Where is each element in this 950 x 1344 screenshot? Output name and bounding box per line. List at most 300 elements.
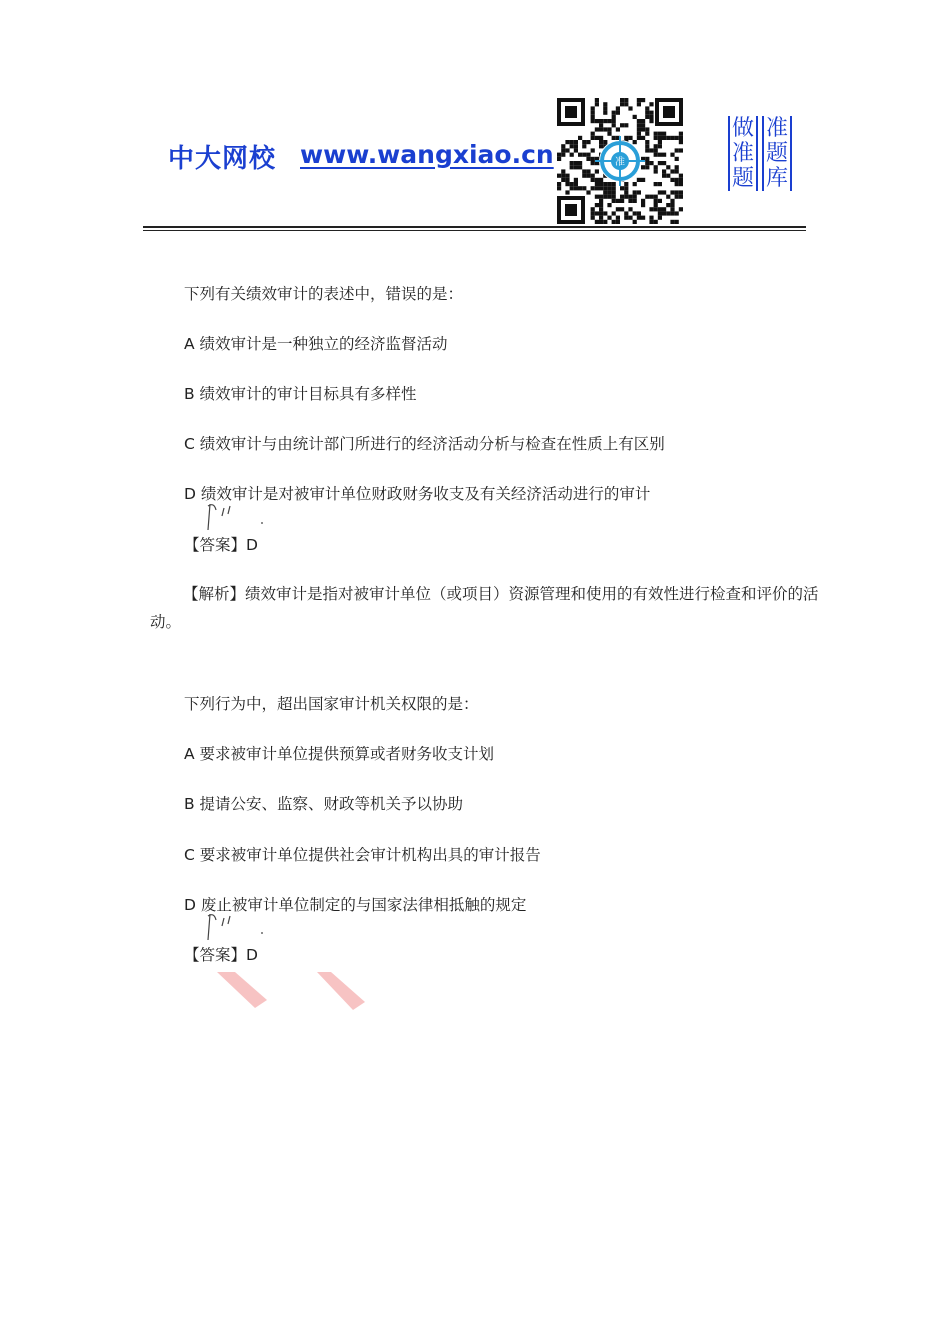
- qr-module: [641, 199, 645, 203]
- qr-module: [666, 165, 670, 169]
- qr-module: [607, 186, 611, 190]
- svg-text:准: 准: [615, 157, 625, 168]
- qr-module: [591, 174, 595, 178]
- qr-module: [599, 216, 603, 220]
- qr-module: [675, 169, 679, 173]
- qr-module: [649, 119, 653, 123]
- slogan-char: 做: [731, 116, 754, 141]
- answer-label: 【答案】D: [184, 946, 258, 964]
- qr-module: [591, 216, 595, 220]
- qr-module: [607, 119, 611, 123]
- qr-module: [599, 127, 603, 131]
- qr-module: [570, 186, 574, 190]
- qr-module: [578, 136, 582, 140]
- slogan-column-1: [728, 116, 758, 191]
- qr-module: [637, 119, 641, 123]
- qr-module: [595, 220, 599, 224]
- qr-module: [557, 174, 561, 178]
- qr-module: [591, 148, 595, 152]
- qr-module: [637, 132, 641, 136]
- qr-module: [570, 161, 574, 165]
- qr-module: [645, 127, 649, 131]
- qr-module: [561, 148, 565, 152]
- qr-module: [591, 161, 595, 165]
- qr-module: [628, 216, 632, 220]
- qr-module: [649, 115, 653, 119]
- qr-module: [624, 136, 628, 140]
- qr-module: [641, 123, 645, 127]
- qr-module: [595, 195, 599, 199]
- qr-module: [637, 123, 641, 127]
- qr-module: [679, 207, 683, 211]
- qr-module: [649, 111, 653, 115]
- qr-module: [620, 123, 624, 127]
- pen-scribble-icon: [200, 500, 270, 534]
- qr-module: [599, 186, 603, 190]
- qr-module: [675, 220, 679, 224]
- qr-module: [658, 211, 662, 215]
- header-divider-thin: [143, 230, 806, 231]
- qr-module: [641, 136, 645, 140]
- qr-module: [591, 132, 595, 136]
- question-stem: 下列行为中，超出国家审计机关权限的是：: [184, 695, 479, 713]
- qr-module: [624, 211, 628, 215]
- qr-module: [641, 203, 645, 207]
- qr-module: [582, 140, 586, 144]
- qr-module: [641, 178, 645, 182]
- qr-module: [654, 207, 658, 211]
- qr-module: [612, 136, 616, 140]
- qr-module: [620, 186, 624, 190]
- qr-module: [637, 127, 641, 131]
- qr-module: [570, 144, 574, 148]
- qr-module: [603, 140, 607, 144]
- question-stem: 下列有关绩效审计的表述中，错误的是：: [184, 285, 464, 303]
- qr-module: [612, 199, 616, 203]
- qr-module: [591, 178, 595, 182]
- qr-module: [561, 174, 565, 178]
- qr-module: [675, 195, 679, 199]
- qr-module: [679, 195, 683, 199]
- qr-module: [574, 140, 578, 144]
- qr-module: [624, 123, 628, 127]
- qr-module: [578, 186, 582, 190]
- qr-module: [649, 207, 653, 211]
- qr-module: [586, 153, 590, 157]
- qr-module: [645, 115, 649, 119]
- qr-module: [654, 169, 658, 173]
- qr-module: [670, 190, 674, 194]
- qr-module: [578, 153, 582, 157]
- qr-module: [591, 157, 595, 161]
- qr-module: [649, 220, 653, 224]
- qr-module: [612, 182, 616, 186]
- qr-module: [616, 127, 620, 131]
- qr-module: [595, 102, 599, 106]
- qr-module: [591, 106, 595, 110]
- qr-module: [607, 182, 611, 186]
- qr-module: [633, 195, 637, 199]
- qr-module: [616, 111, 620, 115]
- qr-module: [565, 148, 569, 152]
- qr-module: [574, 186, 578, 190]
- qr-module: [603, 102, 607, 106]
- qr-module: [654, 148, 658, 152]
- qr-module: [599, 136, 603, 140]
- qr-module: [649, 148, 653, 152]
- qr-module: [616, 199, 620, 203]
- qr-module: [561, 144, 565, 148]
- qr-module: [561, 153, 565, 157]
- qr-module: [662, 153, 666, 157]
- qr-module: [565, 174, 569, 178]
- qr-module: [599, 123, 603, 127]
- qr-module: [582, 174, 586, 178]
- qr-module: [675, 165, 679, 169]
- qr-module: [603, 195, 607, 199]
- answer-label: 【答案】D: [184, 536, 258, 554]
- brand-name: 中大网校: [168, 144, 277, 174]
- slogan-column-2: [762, 116, 792, 191]
- qr-module: [557, 153, 561, 157]
- qr-module: [637, 98, 641, 102]
- qr-module: [561, 178, 565, 182]
- qr-module: [662, 169, 666, 173]
- qr-module: [666, 211, 670, 215]
- qr-module: [679, 148, 683, 152]
- slogan-char: 准: [765, 116, 788, 141]
- qr-module: [586, 157, 590, 161]
- qr-module: [637, 136, 641, 140]
- qr-module: [586, 169, 590, 173]
- qr-module: [662, 136, 666, 140]
- qr-module: [603, 186, 607, 190]
- slogan-char: 准: [731, 141, 754, 166]
- qr-module: [591, 136, 595, 140]
- qr-module: [658, 207, 662, 211]
- qr-module: [578, 161, 582, 165]
- qr-module: [624, 102, 628, 106]
- qr-module: [607, 190, 611, 194]
- qr-module: [654, 144, 658, 148]
- qr-module: [603, 127, 607, 131]
- qr-module: [670, 178, 674, 182]
- qr-module: [658, 153, 662, 157]
- qr-module: [624, 190, 628, 194]
- qr-module: [570, 182, 574, 186]
- qr-module: [603, 220, 607, 224]
- qr-module: [633, 211, 637, 215]
- qr-module: [565, 178, 569, 182]
- qr-module: [591, 211, 595, 215]
- qr-module: [662, 211, 666, 215]
- qr-module: [637, 178, 641, 182]
- qr-module: [612, 119, 616, 123]
- qr-module: [654, 132, 658, 136]
- qr-module: [607, 127, 611, 131]
- qr-module: [637, 216, 641, 220]
- qr-module: [595, 127, 599, 131]
- qr-module: [570, 153, 574, 157]
- qr-module: [599, 178, 603, 182]
- qr-module: [603, 119, 607, 123]
- qr-module: [565, 190, 569, 194]
- pen-scribble-icon: [200, 910, 270, 944]
- qr-module: [666, 174, 670, 178]
- qr-module: [603, 211, 607, 215]
- qr-module: [624, 216, 628, 220]
- qr-module: [599, 199, 603, 203]
- qr-module: [679, 136, 683, 140]
- qr-module: [679, 140, 683, 144]
- qr-module: [658, 216, 662, 220]
- qr-module: [582, 153, 586, 157]
- qr-module: [645, 111, 649, 115]
- qr-module: [666, 136, 670, 140]
- qr-module: [591, 111, 595, 115]
- option-c: C 绩效审计与由统计部门所进行的经济活动分析与检查在性质上有区别: [184, 435, 665, 453]
- qr-module: [670, 136, 674, 140]
- slogan-char: 库: [765, 166, 788, 191]
- qr-module: [649, 102, 653, 106]
- qr-module: [620, 98, 624, 102]
- option-d: D 绩效审计是对被审计单位财政财务收支及有关经济活动进行的审计: [184, 485, 651, 503]
- qr-module: [595, 119, 599, 123]
- qr-module: [591, 186, 595, 190]
- qr-module: [649, 161, 653, 165]
- qr-module: [595, 98, 599, 102]
- qr-module: [679, 132, 683, 136]
- site-url-link[interactable]: www.wangxiao.cn: [300, 140, 554, 169]
- qr-module: [658, 132, 662, 136]
- qr-module: [557, 157, 561, 161]
- qr-module: [599, 203, 603, 207]
- qr-module: [603, 190, 607, 194]
- qr-code-icon: [555, 96, 685, 226]
- qr-module: [641, 119, 645, 123]
- qr-module: [662, 207, 666, 211]
- qr-module: [607, 195, 611, 199]
- qr-module: [670, 169, 674, 173]
- qr-module: [649, 195, 653, 199]
- qr-module: [586, 140, 590, 144]
- qr-module: [620, 102, 624, 106]
- qr-module: [599, 119, 603, 123]
- qr-module: [612, 220, 616, 224]
- qr-module: [599, 140, 603, 144]
- qr-module: [624, 182, 628, 186]
- qr-module: [557, 182, 561, 186]
- qr-module: [637, 102, 641, 106]
- qr-module: [641, 165, 645, 169]
- qr-module: [595, 136, 599, 140]
- qr-module: [599, 220, 603, 224]
- qr-module: [582, 144, 586, 148]
- qr-module: [599, 182, 603, 186]
- qr-module: [570, 165, 574, 169]
- qr-module: [612, 195, 616, 199]
- qr-module: [658, 199, 662, 203]
- qr-module: [649, 216, 653, 220]
- qr-module: [675, 211, 679, 215]
- qr-module: [612, 190, 616, 194]
- qr-module: [612, 123, 616, 127]
- qr-module: [591, 115, 595, 119]
- qr-module: [595, 178, 599, 182]
- qr-module: [670, 211, 674, 215]
- qr-module: [633, 199, 637, 203]
- qr-module: [633, 182, 637, 186]
- qr-module: [595, 186, 599, 190]
- qr-module: [607, 216, 611, 220]
- qr-module: [666, 203, 670, 207]
- qr-module: [582, 169, 586, 173]
- qr-module: [645, 195, 649, 199]
- slogan-char: 题: [765, 141, 788, 166]
- qr-module: [666, 195, 670, 199]
- qr-module: [675, 190, 679, 194]
- qr-module: [670, 207, 674, 211]
- qr-module: [662, 174, 666, 178]
- qr-module: [670, 199, 674, 203]
- qr-module: [662, 132, 666, 136]
- qr-module: [612, 211, 616, 215]
- qr-module: [628, 136, 632, 140]
- qr-module: [645, 148, 649, 152]
- qr-module: [616, 106, 620, 110]
- qr-module: [620, 195, 624, 199]
- watermark-icon: [215, 968, 375, 1018]
- qr-module: [616, 220, 620, 224]
- qr-module: [654, 165, 658, 169]
- qr-module: [679, 182, 683, 186]
- option-d: D 废止被审计单位制定的与国家法律相抵触的规定: [184, 896, 527, 914]
- qr-module: [599, 195, 603, 199]
- qr-module: [616, 207, 620, 211]
- qr-module: [654, 220, 658, 224]
- qr-module: [654, 136, 658, 140]
- option-b: B 提请公安、监察、财政等机关予以协助: [184, 795, 464, 813]
- qr-module: [641, 216, 645, 220]
- qr-module: [628, 195, 632, 199]
- qr-module: [616, 216, 620, 220]
- qr-module: [624, 186, 628, 190]
- analysis-text: 【解析】绩效审计是指对被审计单位（或项目）资源管理和使用的有效性进行检查和评价的活动。: [150, 585, 819, 631]
- qr-module: [595, 182, 599, 186]
- qr-module: [633, 220, 637, 224]
- qr-module: [675, 148, 679, 152]
- qr-module: [628, 207, 632, 211]
- qr-module: [645, 161, 649, 165]
- qr-module: [574, 144, 578, 148]
- option-a: A 要求被审计单位提供预算或者财务收支计划: [184, 745, 495, 763]
- qr-module: [658, 161, 662, 165]
- qr-module: [633, 115, 637, 119]
- option-a: A 绩效审计是一种独立的经济监督活动: [184, 335, 448, 353]
- option-b: B 绩效审计的审计目标具有多样性: [184, 385, 417, 403]
- option-c: C 要求被审计单位提供社会审计机构出具的审计报告: [184, 846, 541, 864]
- qr-module: [654, 153, 658, 157]
- qr-module: [561, 169, 565, 173]
- qr-module: [599, 211, 603, 215]
- qr-module: [565, 140, 569, 144]
- qr-module: [591, 207, 595, 211]
- qr-module: [645, 144, 649, 148]
- qr-module: [574, 178, 578, 182]
- qr-module: [595, 169, 599, 173]
- qr-module: [658, 182, 662, 186]
- qr-module: [595, 211, 599, 215]
- slogan-char: 题: [731, 166, 754, 191]
- qr-module: [662, 190, 666, 194]
- qr-module: [670, 220, 674, 224]
- qr-module: [679, 178, 683, 182]
- header-divider: [143, 226, 806, 228]
- qr-module: [565, 182, 569, 186]
- qr-module: [658, 144, 662, 148]
- qr-module: [637, 190, 641, 194]
- qr-module: [633, 190, 637, 194]
- qr-module: [645, 106, 649, 110]
- qr-module: [645, 165, 649, 169]
- qr-module: [628, 199, 632, 203]
- qr-module: [582, 186, 586, 190]
- qr-module: [645, 132, 649, 136]
- qr-module: [628, 106, 632, 110]
- qr-module: [603, 106, 607, 110]
- qr-module: [612, 111, 616, 115]
- qr-module: [670, 203, 674, 207]
- qr-module: [670, 153, 674, 157]
- qr-module: [675, 157, 679, 161]
- qr-module: [620, 207, 624, 211]
- qr-module: [624, 98, 628, 102]
- qr-module: [574, 148, 578, 152]
- qr-module: [654, 203, 658, 207]
- qr-module: [624, 195, 628, 199]
- qr-module: [641, 98, 645, 102]
- slogan-box: [728, 116, 792, 191]
- qr-module: [620, 199, 624, 203]
- qr-module: [679, 190, 683, 194]
- qr-module: [570, 140, 574, 144]
- qr-module: [658, 190, 662, 194]
- qr-module: [603, 111, 607, 115]
- qr-module: [633, 140, 637, 144]
- qr-module: [574, 182, 578, 186]
- qr-module: [612, 115, 616, 119]
- qr-module: [645, 140, 649, 144]
- qr-module: [599, 207, 603, 211]
- qr-module: [595, 203, 599, 207]
- qr-module: [574, 161, 578, 165]
- qr-module: [586, 174, 590, 178]
- qr-module: [679, 174, 683, 178]
- qr-module: [607, 203, 611, 207]
- qr-module: [658, 140, 662, 144]
- qr-module: [675, 136, 679, 140]
- qr-module: [607, 132, 611, 136]
- qr-module: [675, 178, 679, 182]
- qr-module: [591, 119, 595, 123]
- qr-module: [557, 186, 561, 190]
- qr-module: [586, 190, 590, 194]
- qr-module: [675, 182, 679, 186]
- qr-module: [574, 165, 578, 169]
- qr-module: [658, 136, 662, 140]
- qr-module: [603, 182, 607, 186]
- qr-module: [654, 199, 658, 203]
